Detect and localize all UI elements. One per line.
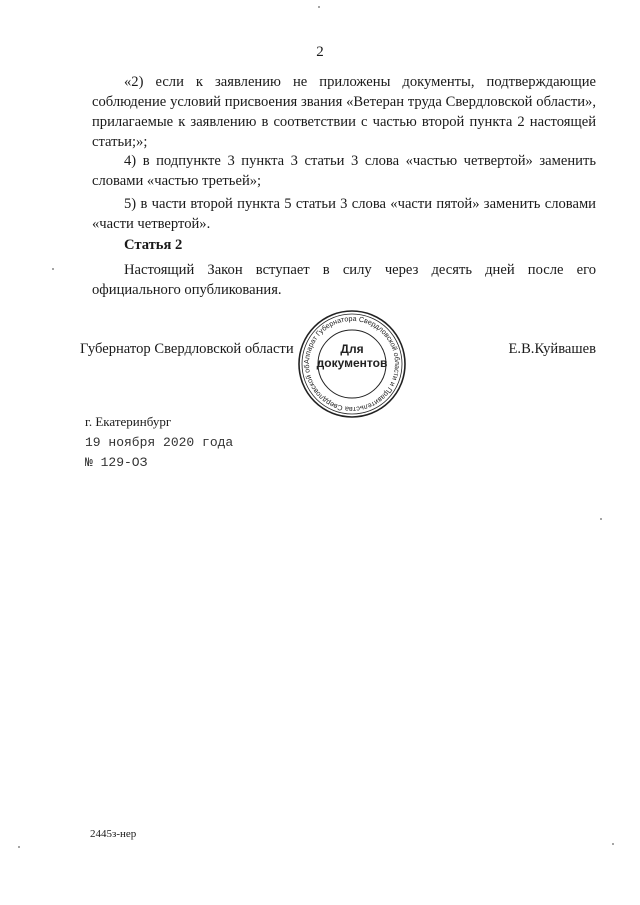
place-of-signing: г. Екатеринбург [85,414,172,429]
law-number: № 129-ОЗ [85,455,148,470]
seal-ring-text: Аппарат Губернатора Свердловской области и Правительства Свердловской об [301,313,403,415]
signing-date: 19 ноября 2020 года [85,435,234,450]
scan-speck [612,843,614,845]
paragraph-effective-date: Настоящий Закон вступает в силу через десять дней после его официального опубликования. [92,262,596,298]
signatory-title: Губернатор Свердловской области [80,341,294,357]
article-heading: Статья 2 [124,237,183,253]
scan-speck [52,268,54,270]
paragraph-item-5: 5) в части второй пункта 5 статьи 3 слова «части пятой» заменить словами «части четвертой». [92,196,596,232]
signatory-name: Е.В.Куйвашев [508,341,596,357]
scan-speck [600,518,602,520]
page-number: 2 [316,44,324,60]
scan-speck [318,6,320,8]
official-seal-stamp [296,308,408,420]
scan-speck [18,846,20,848]
paragraph-item-2: «2) если к заявлению не приложены документы, подтверждающие соблюдение условий присвоения звания «Ветеран труда Свердловской области», прилагаемые к заявлению в соответствии с частью второй пункта 2 настоящей статьи;»; [92,74,596,150]
footer-document-code: 2445з-нер [90,828,137,840]
paragraph-item-4: 4) в подпункте 3 пункта 3 статьи 3 слова «частью четвертой» заменить словами «частью третьей»; [92,153,596,189]
seal-center-line-1: Для [340,342,364,356]
seal-center-line-2: документов [316,356,388,370]
seal-center-text [296,342,408,370]
